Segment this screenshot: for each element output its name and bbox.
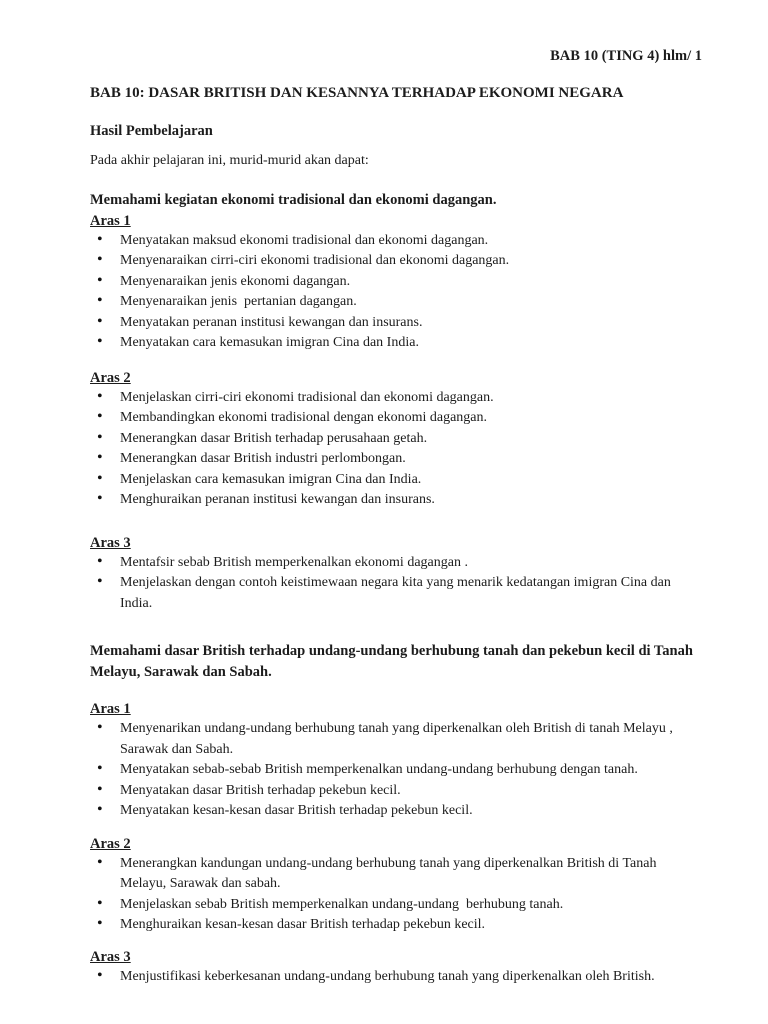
list-item-text: Menjustifikasi keberkesanan undang-undang berhubung tanah yang diperkenalkan oleh British. <box>120 968 655 984</box>
list-item <box>90 490 702 511</box>
list-item-text: Menyenaraikan jenis ekonomi dagangan. <box>120 273 351 289</box>
level-aras-1 <box>90 211 702 354</box>
list-item <box>90 388 702 409</box>
list-item <box>90 449 702 470</box>
list-item-text: Menyenaraikan cirri-ciri ekonomi tradisional dan ekonomi dagangan. <box>120 253 510 268</box>
level-aras-1 <box>90 699 702 822</box>
list-item <box>90 429 702 450</box>
list-item-text: Menyatakan dasar British terhadap pekebun kecil. <box>120 782 401 798</box>
aras-label: Aras 3 <box>90 534 131 551</box>
list-item <box>90 251 702 272</box>
objective-list <box>90 388 702 511</box>
list-item-text: Menjelaskan dengan contoh keistimewaan negara kita yang menarik kedatangan imigran Cina dan India. <box>120 575 675 611</box>
list-item-text: Menjelaskan sebab British memperkenalkan undang-undang berhubung tanah. <box>120 896 564 912</box>
list-item-text: Menyatakan sebab-sebab British memperkenalkan undang-undang berhubung dengan tanah. <box>120 762 638 777</box>
list-item <box>90 231 702 252</box>
list-item <box>90 313 702 334</box>
intro-text: Pada akhir pelajaran ini, murid-murid akan dapat: <box>90 153 369 168</box>
aras-label: Aras 3 <box>90 948 131 965</box>
list-item-text: Menyatakan peranan institusi kewangan dan insurans. <box>120 314 423 330</box>
list-item <box>90 967 702 988</box>
level-aras-2 <box>90 834 702 936</box>
list-item-text: Menyatakan kesan-kesan dasar British terhadap pekebun kecil. <box>120 803 473 818</box>
list-item <box>90 801 702 822</box>
objective-list <box>90 231 702 354</box>
list-item <box>90 408 702 429</box>
aras-label: Aras 2 <box>90 835 131 852</box>
list-item <box>90 854 702 895</box>
objective-list <box>90 854 702 936</box>
section-economy <box>90 190 702 614</box>
level-aras-2 <box>90 368 702 511</box>
section-objective: Memahami dasar British terhadap undang-undang berhubung tanah dan pekebun kecil di Tanah Melayu, Sarawak dan Sabah. <box>90 643 697 680</box>
section-land-laws <box>90 641 702 987</box>
list-item <box>90 470 702 491</box>
learning-outcomes-heading: Hasil Pembelajaran <box>90 123 213 139</box>
list-item-text: Menerangkan dasar British terhadap perusahaan getah. <box>120 430 428 446</box>
list-item <box>90 553 702 574</box>
document-title: BAB 10: DASAR BRITISH DAN KESANNYA TERHADAP EKONOMI NEGARA <box>90 85 624 101</box>
list-item <box>90 895 702 916</box>
list-item-text: Menyatakan maksud ekonomi tradisional dan ekonomi dagangan. <box>120 232 489 248</box>
objective-list <box>90 967 702 988</box>
aras-label: Aras 1 <box>90 212 131 229</box>
list-item <box>90 760 702 781</box>
level-aras-3 <box>90 947 702 988</box>
list-item <box>90 272 702 293</box>
level-aras-3 <box>90 533 702 615</box>
objective-list <box>90 553 702 615</box>
list-item <box>90 573 702 614</box>
list-item-text: Menjelaskan cara kemasukan imigran Cina dan India. <box>120 471 422 487</box>
list-item-text: Menghuraikan kesan-kesan dasar British terhadap pekebun kecil. <box>120 917 486 932</box>
list-item-text: Menerangkan kandungan undang-undang berhubung tanah yang diperkenalkan British di Tanah Melayu, Sarawak dan sabah. <box>120 855 660 891</box>
list-item <box>90 781 702 802</box>
list-item <box>90 719 702 760</box>
list-item-text: Menerangkan dasar British industri perlombongan. <box>120 451 406 466</box>
list-item-text: Menyatakan cara kemasukan imigran Cina dan India. <box>120 335 419 350</box>
list-item-text: Membandingkan ekonomi tradisional dengan ekonomi dagangan. <box>120 410 488 425</box>
list-item-text: Mentafsir sebab British memperkenalkan ekonomi dagangan . <box>120 554 468 570</box>
page-header: BAB 10 (TING 4) hlm/ 1 <box>550 48 702 64</box>
aras-label: Aras 2 <box>90 369 131 386</box>
list-item <box>90 915 702 936</box>
list-item-text: Menyenarikan undang-undang berhubung tanah yang diperkenalkan oleh British di tanah Melayu , Sarawak dan Sabah. <box>120 721 677 757</box>
list-item-text: Menjelaskan cirri-ciri ekonomi tradisional dan ekonomi dagangan. <box>120 389 494 405</box>
list-item <box>90 292 702 313</box>
list-item-text: Menghuraikan peranan institusi kewangan dan insurans. <box>120 492 435 507</box>
objective-list <box>90 719 702 822</box>
aras-label: Aras 1 <box>90 701 131 717</box>
section-objective: Memahami kegiatan ekonomi tradisional dan ekonomi dagangan. <box>90 192 497 208</box>
list-item <box>90 333 702 354</box>
list-item-text: Menyenaraikan jenis pertanian dagangan. <box>120 294 357 309</box>
